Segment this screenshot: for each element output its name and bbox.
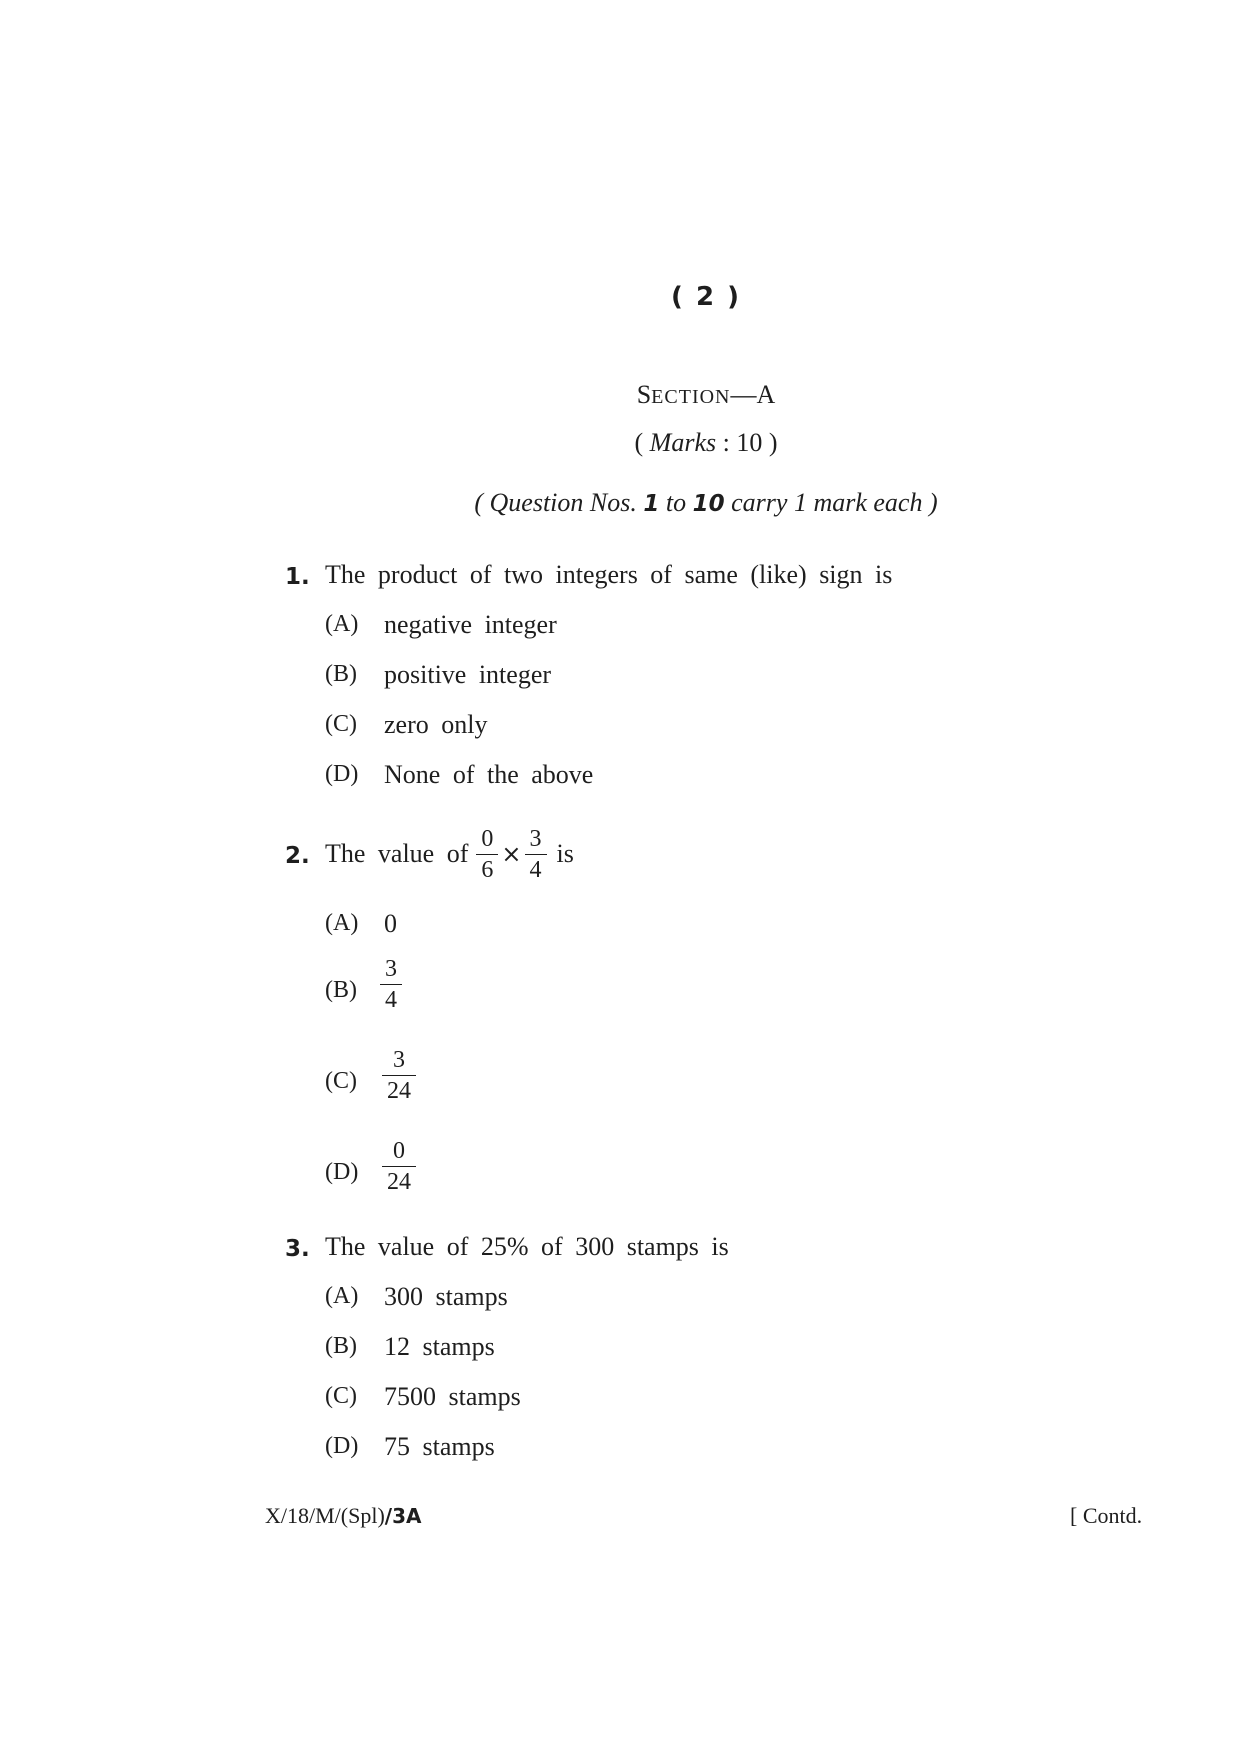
- option-text: None of the above: [384, 760, 594, 789]
- continued-label: [ Contd.: [1070, 1503, 1143, 1528]
- option-letter: (B): [325, 661, 357, 687]
- option-letter: (B): [325, 1333, 357, 1359]
- option-text: 7500 stamps: [384, 1382, 521, 1411]
- times-symbol: ×: [501, 840, 522, 868]
- option-letter: (C): [325, 1068, 357, 1094]
- page-number: ( 2 ): [671, 282, 741, 312]
- option-letter: (C): [325, 711, 357, 737]
- option-letter: (A): [325, 611, 359, 637]
- question-number: 3.: [285, 1236, 310, 1262]
- question-text: The product of two integers of same (like) sign is: [325, 560, 893, 589]
- question-number: 1.: [285, 564, 310, 590]
- option-fraction: $\frac{3}{24}$: [382, 1047, 416, 1104]
- instruction-line: ( Question Nos. 1 to 10 carry 1 mark each ): [474, 488, 938, 517]
- option-text: 300 stamps: [384, 1282, 508, 1311]
- option-text: zero only: [384, 710, 488, 739]
- fraction: $\frac{0}{6}$: [476, 826, 498, 883]
- option-letter: (D): [325, 761, 359, 787]
- option-fraction: $\frac{0}{24}$: [382, 1138, 416, 1195]
- section-title: SECTION—A: [636, 380, 776, 409]
- paper-code: X/18/M/(Spl)/3A: [265, 1503, 422, 1528]
- option-text: negative integer: [384, 610, 557, 639]
- option-text: 75 stamps: [384, 1432, 495, 1461]
- option-letter: (A): [325, 1283, 359, 1309]
- question-text: The value of $\frac{0}{6}$ × $\frac{3}{4}$ is: [325, 825, 574, 883]
- option-letter: (D): [325, 1159, 359, 1185]
- option-text: 0: [384, 909, 397, 938]
- option-letter: (A): [325, 910, 359, 936]
- option-fraction: $\frac{3}{4}$: [380, 956, 402, 1013]
- option-text: positive integer: [384, 660, 552, 689]
- marks-line: ( Marks : 10 ): [634, 428, 778, 457]
- option-letter: (D): [325, 1433, 359, 1459]
- question-text: The value of 25% of 300 stamps is: [325, 1232, 729, 1261]
- fraction: $\frac{3}{4}$: [525, 826, 547, 883]
- option-letter: (C): [325, 1383, 357, 1409]
- option-letter: (B): [325, 977, 357, 1003]
- question-number: 2.: [285, 843, 310, 869]
- option-text: 12 stamps: [384, 1332, 495, 1361]
